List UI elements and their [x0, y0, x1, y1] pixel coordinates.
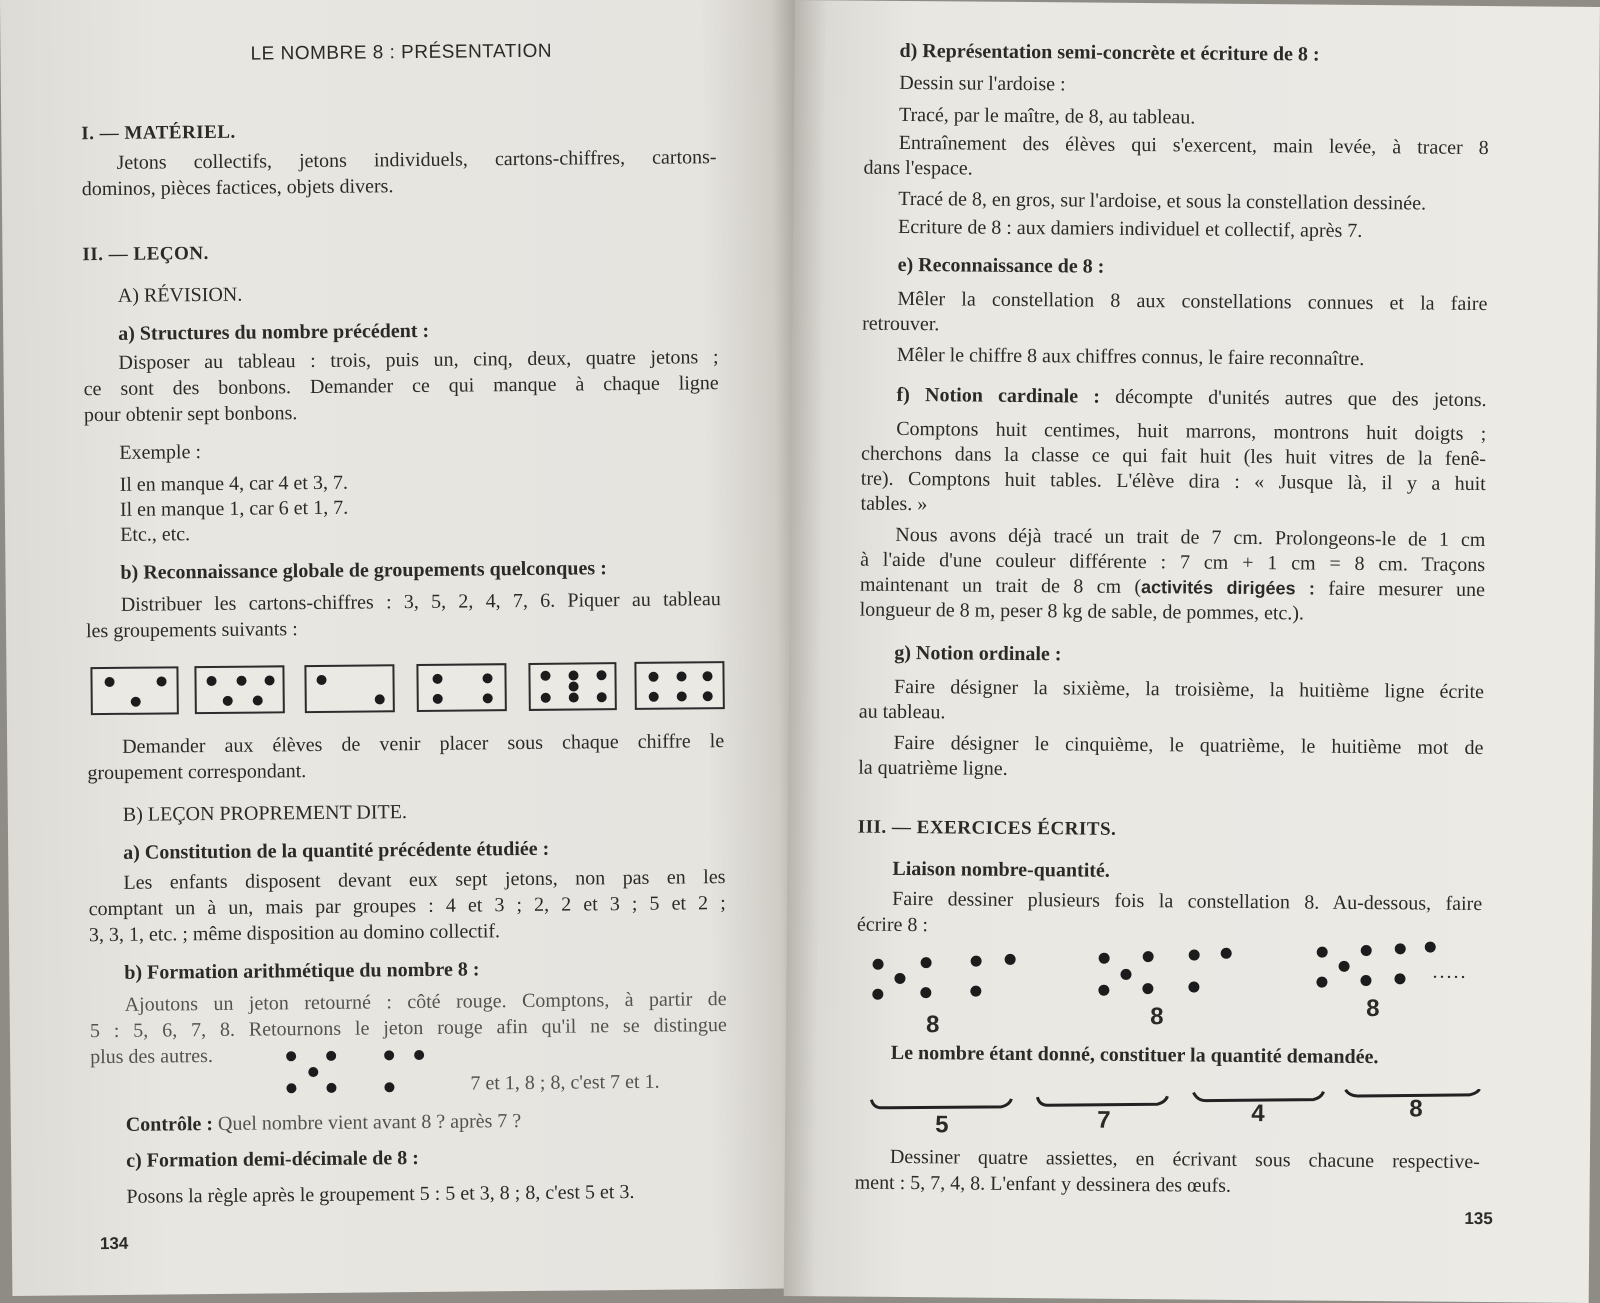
dot — [597, 692, 607, 702]
dot — [568, 670, 578, 680]
trace-maitre-line: Tracé, par le maître, de 8, au tableau. — [898, 103, 1196, 129]
dot — [131, 697, 141, 707]
dot — [483, 693, 493, 703]
plate-label-4: 8 — [1409, 1095, 1423, 1123]
faire-dessiner-line-1: Faire dessiner plusieurs fois la constellation 8. Au-dessous, faire — [892, 887, 1483, 916]
semi-concrete-title — [899, 39, 1319, 68]
dessiner-assiettes-line-1: Dessiner quatre assiettes, en écrivant sous chacune respective- — [889, 1145, 1480, 1174]
dot — [540, 671, 550, 681]
activites-dirigees: activités dirigées : — [1141, 577, 1315, 599]
dot — [1394, 973, 1405, 984]
dot — [316, 675, 326, 685]
dot — [648, 672, 658, 682]
dot — [236, 676, 246, 686]
dot — [649, 692, 659, 702]
exemple-label: Exemple : — [119, 441, 202, 464]
dot — [1189, 949, 1200, 960]
faire-dessiner-line-2: écrire 8 : — [856, 913, 929, 937]
dessiner-assiettes-line-2: ment : 5, 7, 4, 8. L'enfant y dessinera des œufs. — [854, 1171, 1232, 1197]
reconnaissance-title: b) Reconnaissance globale de groupements quelconques : — [120, 557, 607, 584]
formation-arith-text-line-1: Ajoutons un jeton retourné : côté rouge. Comptons, à partir de — [124, 988, 727, 1016]
dot — [1143, 951, 1154, 962]
dot — [1316, 977, 1327, 988]
dot — [873, 959, 884, 970]
trait-line-2: à l'aide d'une couleur différente : 7 cm + 1 cm = 8 cm. Traçons — [860, 548, 1486, 577]
trait-line-4: longueur de 8 m, peser 8 kg de sable, de pommes, etc.). — [859, 598, 1305, 625]
dot — [223, 696, 233, 706]
quantite-title: Le nombre étant donné, constituer la quantité demandée. — [890, 1041, 1379, 1069]
dot — [569, 681, 579, 691]
right-page — [784, 0, 1600, 1303]
dot — [384, 1050, 394, 1060]
materiel-text-line-1: Jetons collectifs, jetons individuels, cartons-chiffres, cartons- — [116, 146, 717, 174]
dot — [414, 1050, 424, 1060]
structures-text-line-2: ce sont des bonbons. Demander ce qui manque à chaque ligne — [83, 372, 719, 401]
reconnaissance-text-line-1: Distribuer les cartons-chiffres : 3, 5, 2, 4, 7, 6. Piquer au tableau — [120, 588, 721, 616]
constitution-text-line-3: 3, 3, 1, etc. ; même disposition au domino collectif. — [88, 920, 501, 947]
dot — [921, 957, 932, 968]
dot — [253, 696, 263, 706]
domino-card-4 — [416, 663, 506, 712]
structures-title: a) Structures du nombre précédent : — [118, 319, 430, 345]
dot — [920, 987, 931, 998]
example-line-1: Il en manque 4, car 4 et 3, 7. — [119, 471, 349, 496]
example-line-2: Il en manque 1, car 6 et 1, 7. — [119, 496, 349, 521]
controle-line — [126, 1109, 522, 1138]
trait-line-1: Nous avons déjà tracé un trait de 7 cm. Prolongeons-le de 1 cm — [895, 523, 1486, 552]
dot — [433, 694, 443, 704]
constellation-label-3: 8 — [1366, 995, 1380, 1023]
domino-card-2 — [304, 664, 394, 713]
dessin-line: Dessin sur l'ardoise : — [899, 71, 1066, 96]
constellation-ellipsis: ..... — [1432, 960, 1468, 983]
section-lecon-title: II. — LEÇON. — [82, 243, 209, 266]
materiel-text-line-2: dominos, pièces factices, objets divers. — [81, 175, 394, 201]
domino-card-6 — [634, 661, 724, 710]
notion-cardinale-title: f) Notion cardinale : — [896, 383, 1101, 408]
designer-ligne-line-2: au tableau. — [858, 700, 946, 724]
entrainement-line-1: Entraînement des élèves qui s'exercent, main levée, à tracer 8 — [898, 131, 1489, 160]
running-head: LE NOMBRE 8 : PRÉSENTATION — [250, 40, 553, 65]
structures-text-line-3: pour obtenir sept bonbons. — [83, 402, 298, 427]
dot — [541, 693, 551, 703]
dot — [326, 1051, 336, 1061]
seven-plus-one-equation: 7 et 1, 8 ; 8, c'est 7 et 1. — [470, 1070, 660, 1095]
dot — [157, 676, 167, 686]
dot — [482, 673, 492, 683]
demander-text-line-1: Demander aux élèves de venir placer sous chaque chiffre le — [122, 730, 725, 758]
plate-label-2: 7 — [1097, 1106, 1111, 1134]
meler-constellation-line-1: Mêler la constellation 8 aux constellations connues et la faire — [897, 287, 1488, 316]
constellation-8-b — [795, 0, 1600, 7]
comptons-line-2: cherchons dans la classe ce qui fait huit (les huit vitres de la fenê- — [860, 442, 1487, 471]
constellation-label-2: 8 — [1150, 1003, 1164, 1031]
formation-arith-title: b) Formation arithmétique du nombre 8 : — [124, 958, 480, 984]
designer-ligne-line-1: Faire désigner la sixième, la troisième, la huitième ligne écrite — [893, 675, 1485, 704]
dot — [1099, 953, 1110, 964]
controle-label: Contrôle : — [125, 1113, 214, 1136]
entrainement-line-2: dans l'espace. — [863, 156, 973, 180]
dot — [702, 671, 712, 681]
dot — [676, 671, 686, 681]
dot — [286, 1083, 296, 1093]
dot — [286, 1051, 296, 1061]
constitution-text-line-1: Les enfants disposent devant eux sept jetons, non pas en les — [123, 866, 726, 894]
notion-cardinale-desc: décompte d'unités autres que des jetons. — [1115, 385, 1487, 412]
page-number-left: 134 — [99, 1233, 129, 1254]
domino-card-5 — [194, 665, 284, 714]
comptons-line-4: tables. » — [860, 492, 928, 516]
formation-arith-text-line-2: 5 : 5, 6, 7, 8. Retournons le jeton rouge afin qu'il ne se distingue — [89, 1014, 727, 1043]
dot — [1142, 983, 1153, 994]
meler-constellation-line-2: retrouver. — [862, 312, 940, 336]
dot — [432, 674, 442, 684]
dot — [375, 694, 385, 704]
notion-ordinale-title: g) Notion ordinale : — [894, 641, 1062, 666]
lecon-proprement-heading: B) LEÇON PROPREMENT DITE. — [122, 801, 408, 826]
dot — [971, 956, 982, 967]
section-materiel-title: I. — MATÉRIEL. — [81, 121, 236, 145]
dot — [596, 670, 606, 680]
meler-chiffre-line: Mêler le chiffre 8 aux chiffres connus, le faire reconnaître. — [896, 343, 1365, 370]
controle-question: Quel nombre vient avant 8 ? après 7 ? — [217, 1110, 522, 1135]
dot — [894, 973, 905, 984]
plate-7-icon — [1037, 1095, 1167, 1106]
dot — [703, 691, 713, 701]
constellation-8-c — [795, 0, 1600, 7]
dot — [1361, 945, 1372, 956]
plate-label-1: 5 — [935, 1111, 949, 1139]
dot — [105, 677, 115, 687]
dot — [1120, 969, 1131, 980]
formation-arith-text-line-3: plus des autres. — [90, 1045, 214, 1069]
dot — [1360, 975, 1371, 986]
plate-label-3: 4 — [1251, 1100, 1265, 1128]
formation-demi-title: c) Formation demi-décimale de 8 : — [126, 1147, 419, 1172]
dot — [384, 1082, 394, 1092]
trace-ardoise-line: Tracé de 8, en gros, sur l'ardoise, et sous la constellation dessinée. — [898, 187, 1427, 215]
section-exercices-title: III. — EXERCICES ÉCRITS. — [857, 816, 1117, 840]
trait-line-3-end: faire mesurer une — [1314, 577, 1485, 602]
revision-heading: A) RÉVISION. — [117, 283, 243, 307]
dot — [1098, 985, 1109, 996]
dot — [1005, 954, 1016, 965]
trait-line-3-start: maintenant un trait de 8 cm ( — [859, 573, 1142, 599]
constellation-label-1: 8 — [925, 1011, 940, 1039]
dot — [1395, 943, 1406, 954]
dot — [1317, 947, 1328, 958]
dot — [1221, 948, 1232, 959]
dot — [1188, 981, 1199, 992]
dot — [872, 989, 883, 1000]
domino-card-3 — [90, 666, 178, 715]
dot — [1425, 942, 1436, 953]
formation-demi-text: Posons la règle après le groupement 5 : 5 et 3, 8 ; 8, c'est 5 et 3. — [126, 1180, 635, 1208]
designer-mot-line-1: Faire désigner le cinquième, le quatrième, le huitième mot de — [893, 731, 1484, 760]
example-line-3: Etc., etc. — [120, 523, 191, 546]
dot — [970, 986, 981, 997]
domino-card-7 — [528, 662, 616, 711]
constitution-text-line-2: comptant un à un, mais par groupes : 4 et 3 ; 2, 2 et 3 ; 5 et 2 ; — [88, 892, 726, 921]
dot — [326, 1083, 336, 1093]
liaison-title: Liaison nombre-quantité. — [892, 857, 1110, 882]
designer-mot-line-2: la quatrième ligne. — [858, 756, 1008, 780]
page-number-right: 135 — [1464, 1208, 1493, 1229]
dot — [206, 676, 216, 686]
structures-text-line-1: Disposer au tableau : trois, puis un, cinq, deux, quatre jetons ; — [118, 346, 719, 374]
dot — [677, 691, 687, 701]
dot — [1339, 961, 1350, 972]
constitution-title: a) Constitution de la quantité précédente étudiée : — [123, 837, 550, 864]
demander-text-line-2: groupement correspondant. — [87, 760, 307, 785]
dot — [569, 692, 579, 702]
ecriture-line: Ecriture de 8 : aux damiers individuel et collectif, après 7. — [897, 215, 1363, 242]
comptons-line-3: tre). Comptons huit tables. L'élève dira : « Jusque là, il y a huit — [860, 467, 1486, 496]
notion-cardinale-line — [896, 383, 1486, 413]
dot — [264, 675, 274, 685]
reconnaissance-8-title: e) Reconnaissance de 8 : — [897, 253, 1105, 278]
comptons-line-1: Comptons huit centimes, huit marrons, montrons huit doigts ; — [896, 417, 1487, 446]
dot — [308, 1067, 318, 1077]
plate-5-icon — [871, 1098, 1011, 1109]
semi-concrete-title-text: d) Représentation semi-concrète et écriture de 8 : — [899, 39, 1320, 66]
constellation-8-a — [795, 0, 1600, 7]
reconnaissance-text-line-2: les groupements suivants : — [85, 618, 298, 643]
